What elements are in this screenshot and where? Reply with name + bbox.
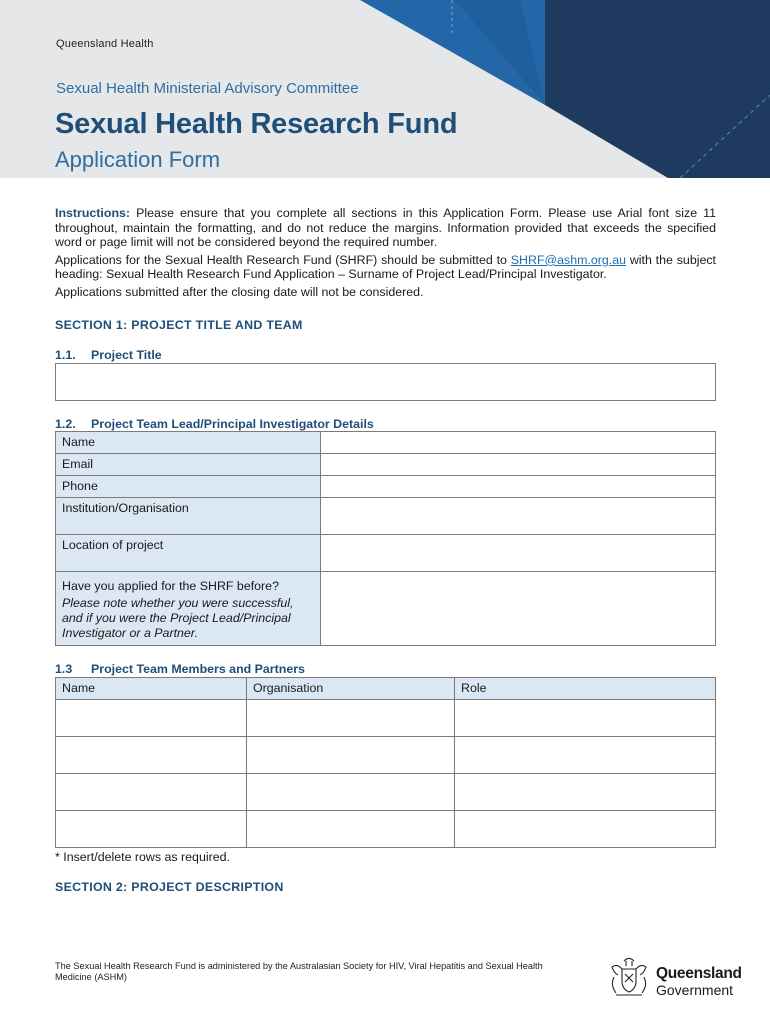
member-role-cell[interactable] xyxy=(455,699,716,736)
subsection-title: Project Team Lead/Principal Investigator Details xyxy=(91,416,374,431)
org-name: Queensland Health xyxy=(56,38,154,50)
page-subtitle: Application Form xyxy=(55,147,221,172)
section2-heading: SECTION 2: PROJECT DESCRIPTION xyxy=(55,880,284,895)
column-header-organisation: Organisation xyxy=(247,677,455,699)
subsection-number: 1.3 xyxy=(55,662,73,677)
section1-heading: SECTION 1: PROJECT TITLE AND TEAM xyxy=(55,317,303,332)
submission-paragraph xyxy=(55,253,716,282)
email-label: Email xyxy=(56,454,321,476)
subsection-1-2-heading xyxy=(55,417,716,432)
queensland-government-logo xyxy=(606,955,746,999)
email-field[interactable] xyxy=(321,454,716,476)
applied-before-label xyxy=(56,572,321,646)
member-organisation-cell[interactable] xyxy=(247,736,455,773)
lead-details-table xyxy=(55,431,716,646)
member-name-cell[interactable] xyxy=(56,773,247,810)
name-label: Name xyxy=(56,432,321,454)
logo-text-queensland: Queensland xyxy=(656,965,742,982)
instructions-text: Please ensure that you complete all sections in this Application Form. Please use Arial font size 11 throughout, maintain the formatting, and do not reduce the margins. Information provided that exceeds the specified word or page limit will not be considered beyond the required number. xyxy=(55,206,716,250)
header-band xyxy=(0,0,770,178)
submission-text-after: with the subject heading: Sexual Health Research Fund Application – Surname of Project Lead/Principal Investigator. xyxy=(55,252,716,282)
applied-before-question: Have you applied for the SHRF before? xyxy=(62,579,279,594)
member-name-cell[interactable] xyxy=(56,699,247,736)
member-organisation-cell[interactable] xyxy=(247,773,455,810)
column-header-name: Name xyxy=(56,677,247,699)
subsection-title: Project Team Members and Partners xyxy=(91,662,305,677)
table-row xyxy=(56,454,716,476)
member-name-cell[interactable] xyxy=(56,736,247,773)
instructions-paragraph xyxy=(55,206,716,250)
coat-of-arms-icon xyxy=(606,955,652,999)
subsection-number: 1.1. xyxy=(55,348,76,363)
member-organisation-cell[interactable] xyxy=(247,810,455,847)
table-row xyxy=(56,476,716,498)
column-header-role: Role xyxy=(455,677,716,699)
page-title: Sexual Health Research Fund xyxy=(55,108,458,140)
subsection-title: Project Title xyxy=(91,348,162,363)
member-role-cell[interactable] xyxy=(455,773,716,810)
phone-field[interactable] xyxy=(321,476,716,498)
name-field[interactable] xyxy=(321,432,716,454)
member-organisation-cell[interactable] xyxy=(247,699,455,736)
applied-before-note: Please note whether you were successful, and if you were the Project Lead/Principal Investigator or a Partner. xyxy=(62,596,294,641)
institution-label: Institution/Organisation xyxy=(56,498,321,535)
project-title-field[interactable] xyxy=(55,363,716,401)
subsection-1-3-heading xyxy=(55,662,716,677)
phone-label: Phone xyxy=(56,476,321,498)
closing-date-note: Applications submitted after the closing date will not be considered. xyxy=(55,284,424,299)
location-field[interactable] xyxy=(321,535,716,572)
instructions-label: Instructions: xyxy=(55,206,131,220)
table-row xyxy=(56,699,716,736)
footer-text: The Sexual Health Research Fund is administered by the Australasian Society for HIV, Viral Hepatitis and Sexual Health Medicine (ASHM) xyxy=(55,961,543,982)
member-role-cell[interactable] xyxy=(455,810,716,847)
submission-email-link[interactable]: SHRF@ashm.org.au xyxy=(510,252,626,267)
member-role-cell[interactable] xyxy=(455,736,716,773)
table-row xyxy=(56,736,716,773)
committee-name: Sexual Health Ministerial Advisory Committee xyxy=(56,80,359,97)
location-label: Location of project xyxy=(56,535,321,572)
table-row xyxy=(56,810,716,847)
institution-field[interactable] xyxy=(321,498,716,535)
rows-note: * Insert/delete rows as required. xyxy=(55,849,230,864)
table-row xyxy=(56,773,716,810)
subsection-1-1-heading xyxy=(55,348,716,363)
form-content xyxy=(55,206,716,895)
table-row xyxy=(56,535,716,572)
submission-text-before: Applications for the Sexual Health Research Fund (SHRF) should be submitted to xyxy=(55,252,511,267)
table-header-row xyxy=(56,677,716,699)
member-name-cell[interactable] xyxy=(56,810,247,847)
applied-before-field[interactable] xyxy=(321,572,716,646)
team-members-table xyxy=(55,677,716,848)
table-row xyxy=(56,498,716,535)
table-row xyxy=(56,572,716,646)
logo-text-government: Government xyxy=(656,982,734,998)
table-row xyxy=(56,432,716,454)
subsection-number: 1.2. xyxy=(55,416,76,431)
